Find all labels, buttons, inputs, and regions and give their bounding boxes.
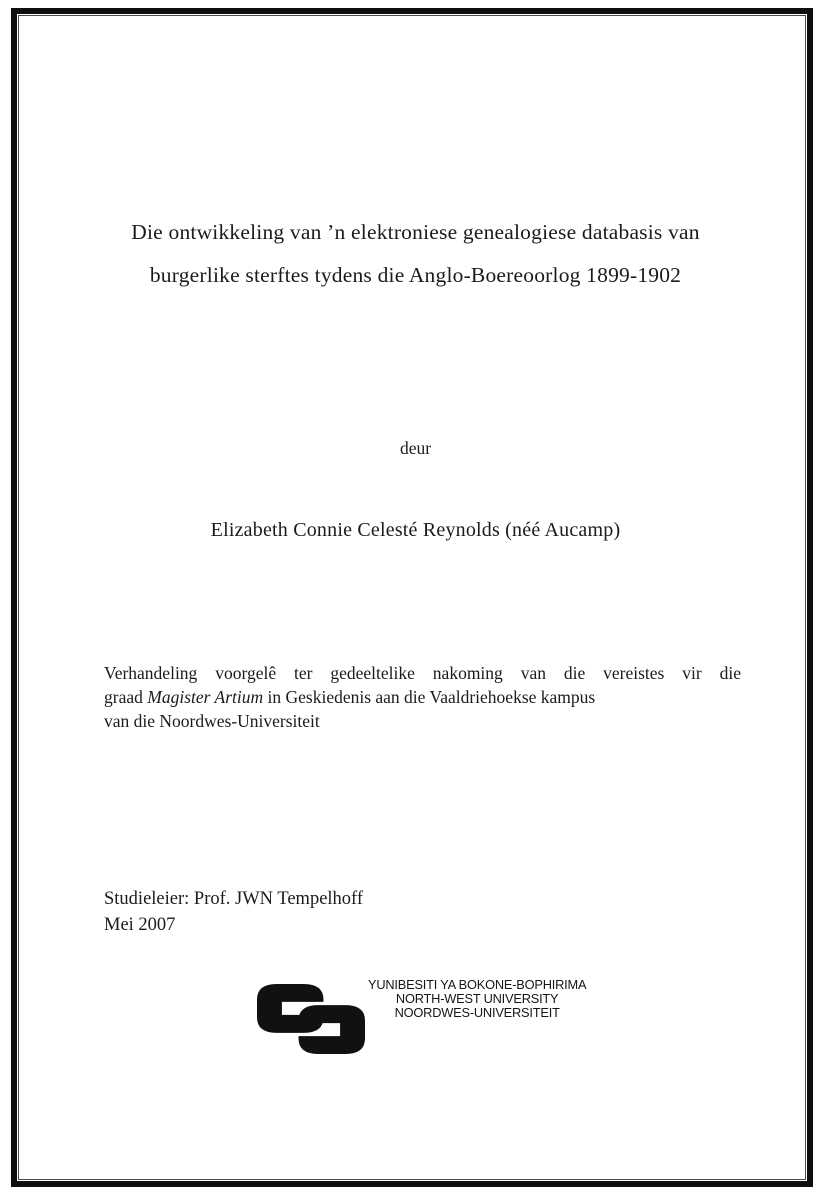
university-logo (257, 977, 593, 1059)
degree-title: Magister Artium (147, 687, 264, 707)
degree-statement-line1: Verhandeling voorgelê ter gedeeltelike nakoming van die vereistes vir die (104, 663, 741, 683)
logo-wordmark (368, 978, 586, 1020)
logo-wordmark-line1: YUNIBESITI YA BOKONE-BOPHIRIMA (368, 977, 587, 992)
thesis-title (0, 211, 831, 297)
degree-statement-line2-prefix: graad (104, 687, 148, 707)
author-name: Elizabeth Connie Celesté Reynolds (néé Aucamp) (210, 519, 621, 541)
degree-statement-line3: van die Noordwes-Universiteit (104, 711, 320, 731)
supervisor-line: Studieleier: Prof. JWN Tempelhoff (104, 889, 364, 909)
supervisor-block (104, 886, 363, 938)
date-line: Mei 2007 (104, 915, 176, 935)
degree-statement-line2-suffix: in Geskiedenis aan die Vaaldriehoekse kampus (263, 687, 596, 707)
degree-statement (104, 661, 741, 733)
logo-wordmark-line3: NOORDWES-UNIVERSITEIT (394, 1004, 560, 1020)
logo-wordmark-line2: NORTH-WEST UNIVERSITY (395, 990, 559, 1006)
thesis-title-line2: burgerlike sterftes tydens die Anglo-Boereoorlog 1899-1902 (149, 263, 682, 287)
nwu-interlocked-links-icon (257, 984, 365, 1059)
thesis-title-line1: Die ontwikkeling van ’n elektroniese genealogiese databasis van (131, 220, 700, 244)
degree-statement-line2 (104, 685, 741, 709)
byline: deur (399, 438, 432, 458)
